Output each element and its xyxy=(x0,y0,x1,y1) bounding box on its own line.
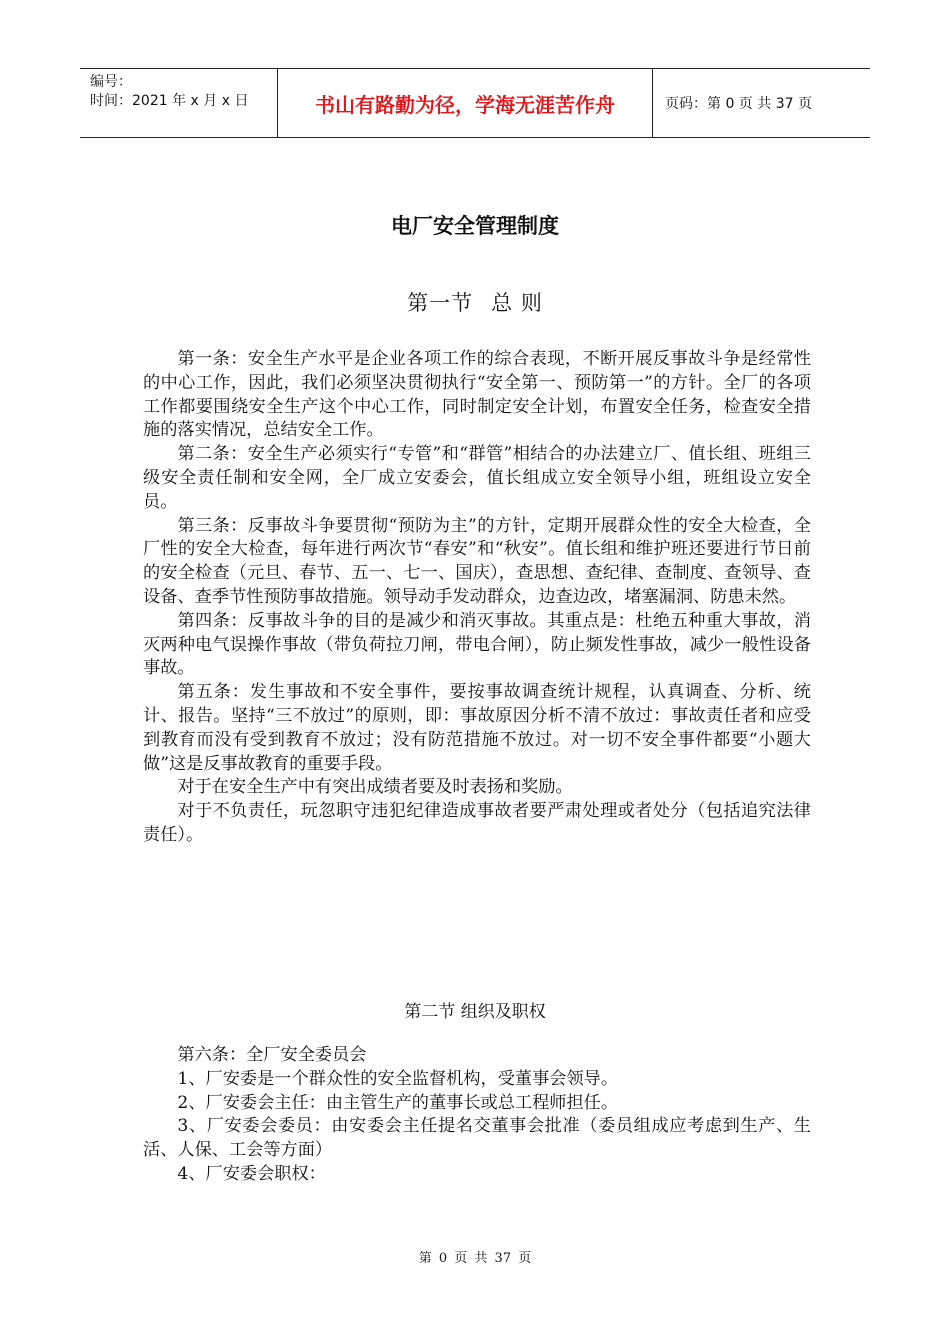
paragraph: 第五条：发生事故和不安全事件，要按事故调查统计规程，认真调查、分析、统计、报告。坚持“三不放过”的原则，即：事故原因分析不清不放过：事故责任者和应受到教育而没有受到教育不放过；没有防范措施不放过。对一切不安全事件都要“小题大做”这是反事故教育的重要手段。 xyxy=(143,682,811,774)
section1-label: 第一节 xyxy=(407,291,474,315)
paragraph: 3、厂安委会委员：由安委会主任提名交董事会批准（委员组成应考虑到生产、生活、人保、工会等方面） xyxy=(143,1116,811,1161)
paragraph: 第三条：反事故斗争要贯彻“预防为主”的方针，定期开展群众性的安全大检查，全厂性的安全大检查，每年进行两次节“春安”和“秋安”。值长组和维护班还要进行节日前的安全检查（元旦、春节、五一、七一、国庆），查思想、查纪律、查制度、查领导、查设备、查季节性预防事故措施。领导动手发动群众，边查边改，堵塞漏洞、防患未然。 xyxy=(143,515,811,607)
section1-body xyxy=(143,348,811,848)
paragraph: 第二条：安全生产必须实行“专管”和“群管”相结合的办法建立厂、值长组、班组三级安全责任制和安全网，全厂成立安委会，值长组成立安全领导小组，班组设立安全员。 xyxy=(143,444,811,512)
section2-heading: 第二节 组织及职权 xyxy=(404,1002,546,1022)
page-header xyxy=(80,68,870,138)
paragraph: 对于不负责任，玩忽职守违犯纪律造成事故者要严肃处理或者处分（包括追究法律责任）。 xyxy=(143,801,811,845)
header-motto: 书山有路勤为径，学海无涯苦作舟 xyxy=(278,69,653,137)
document-date: 时间：2021 年 x 月 x 日 xyxy=(90,93,249,109)
header-meta xyxy=(80,69,278,137)
paragraph: 1、厂安委是一个群众性的安全监督机构，受董事会领导。 xyxy=(177,1068,619,1089)
paragraph: 第六条：全厂安全委员会 xyxy=(177,1045,367,1065)
paragraph: 第四条：反事故斗争的目的是减少和消灭事故。其重点是：杜绝五种重大事故，消灭两种电气误操作事故（带负荷拉刀闸，带电合闸），防止频发性事故，减少一般性设备事故。 xyxy=(143,610,811,679)
page-footer: 第 0 页 共 37 页 xyxy=(418,1251,532,1266)
paragraph: 4、厂安委会职权： xyxy=(177,1163,326,1184)
paragraph: 第一条：安全生产水平是企业各项工作的综合表现，不断开展反事故斗争是经常性的中心工作，因此，我们必须坚决贯彻执行“安全第一、预防第一”的方针。全厂的各项工作都要围绕安全生产这个中心工作，同时制定安全计划，布置安全任务，检查安全措施的落实情况，总结安全工作。 xyxy=(143,349,811,441)
section1-heading xyxy=(0,287,950,317)
document-number-label: 编号： xyxy=(90,74,132,90)
paragraph: 对于在安全生产中有突出成绩者要及时表扬和奖励。 xyxy=(177,777,573,798)
section2-body xyxy=(143,1044,811,1187)
section1-name: 总 则 xyxy=(491,291,543,315)
paragraph: 2、厂安委会主任：由主管生产的董事长或总工程师担任。 xyxy=(177,1092,619,1113)
header-page-info: 页码：第 0 页 共 37 页 xyxy=(665,96,812,112)
document-title: 电厂安全管理制度 xyxy=(391,214,559,238)
